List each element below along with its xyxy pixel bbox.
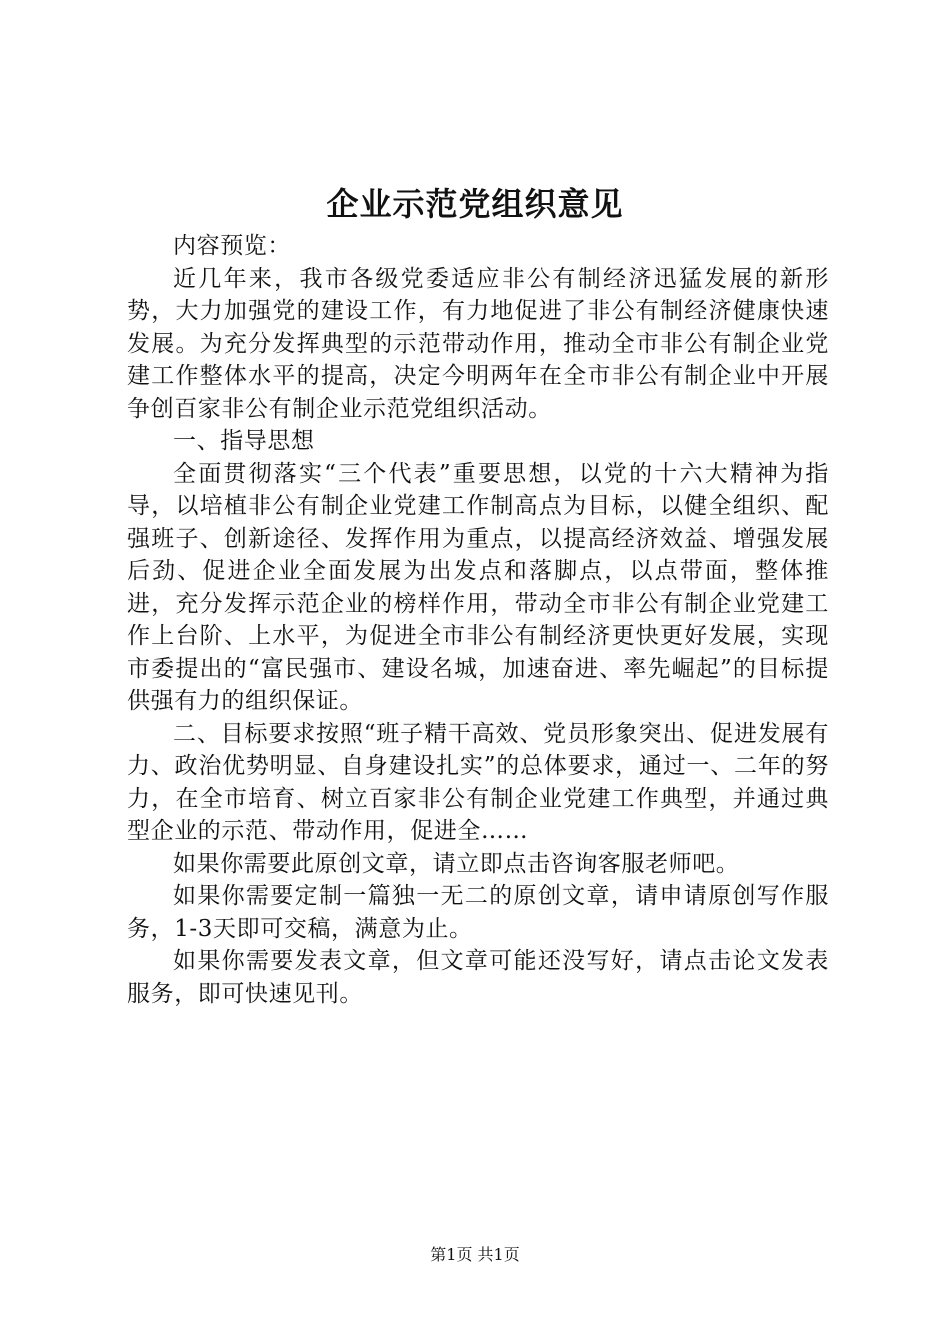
page-number-footer: 第1页 共1页 <box>430 1245 520 1264</box>
promo-publish-link[interactable]: 如果你需要发表文章，但文章可能还没写好，请点击论文发表服务，即可快速见刊。 <box>127 948 829 1007</box>
intro-paragraph: 近几年来，我市各级党委适应非公有制经济迅猛发展的新形势，大力加强党的建设工作，有力地促进了非公有制经济健康快速发展。为充分发挥典型的示范带动作用，推动全市非公有制企业党建工作整体水平的提高，决定今明两年在全市非公有制企业中开展争创百家非公有制企业示范党组织活动。 <box>127 265 829 422</box>
document-title: 企业示范党组织意见 <box>326 185 624 223</box>
section-heading-guiding-thought: 一、指导思想 <box>173 428 315 454</box>
document-body <box>127 230 829 1010</box>
guiding-thought-paragraph: 全面贯彻落实“三个代表”重要思想，以党的十六大精神为指导，以培植非公有制企业党建工作制高点为目标，以健全组织、配强班子、创新途径、发挥作用为重点，以提高经济效益、增强发展后劲、促进企业全面发展为出发点和落脚点，以点带面，整体推进，充分发挥示范企业的榜样作用，带动全市非公有制企业党建工作上台阶、上水平，为促进全市非公有制经济更快更好发展，实现市委提出的“富民强市、建设名城，加速奋进、率先崛起”的目标提供强有力的组织保证。 <box>127 460 829 714</box>
preview-label: 内容预览： <box>173 233 291 259</box>
promo-custom-writing-link[interactable]: 如果你需要定制一篇独一无二的原创文章，请申请原创写作服务，1-3天即可交稿，满意为止。 <box>127 883 829 942</box>
goals-paragraph: 二、目标要求按照“班子精干高效、党员形象突出、促进发展有力、政治优势明显、自身建设扎实”的总体要求，通过一、二年的努力，在全市培育、树立百家非公有制企业党建工作典型，并通过典型企业的示范、带动作用，促进全…… <box>127 720 829 844</box>
promo-consult-link[interactable]: 如果你需要此原创文章，请立即点击咨询客服老师吧。 <box>173 850 740 877</box>
